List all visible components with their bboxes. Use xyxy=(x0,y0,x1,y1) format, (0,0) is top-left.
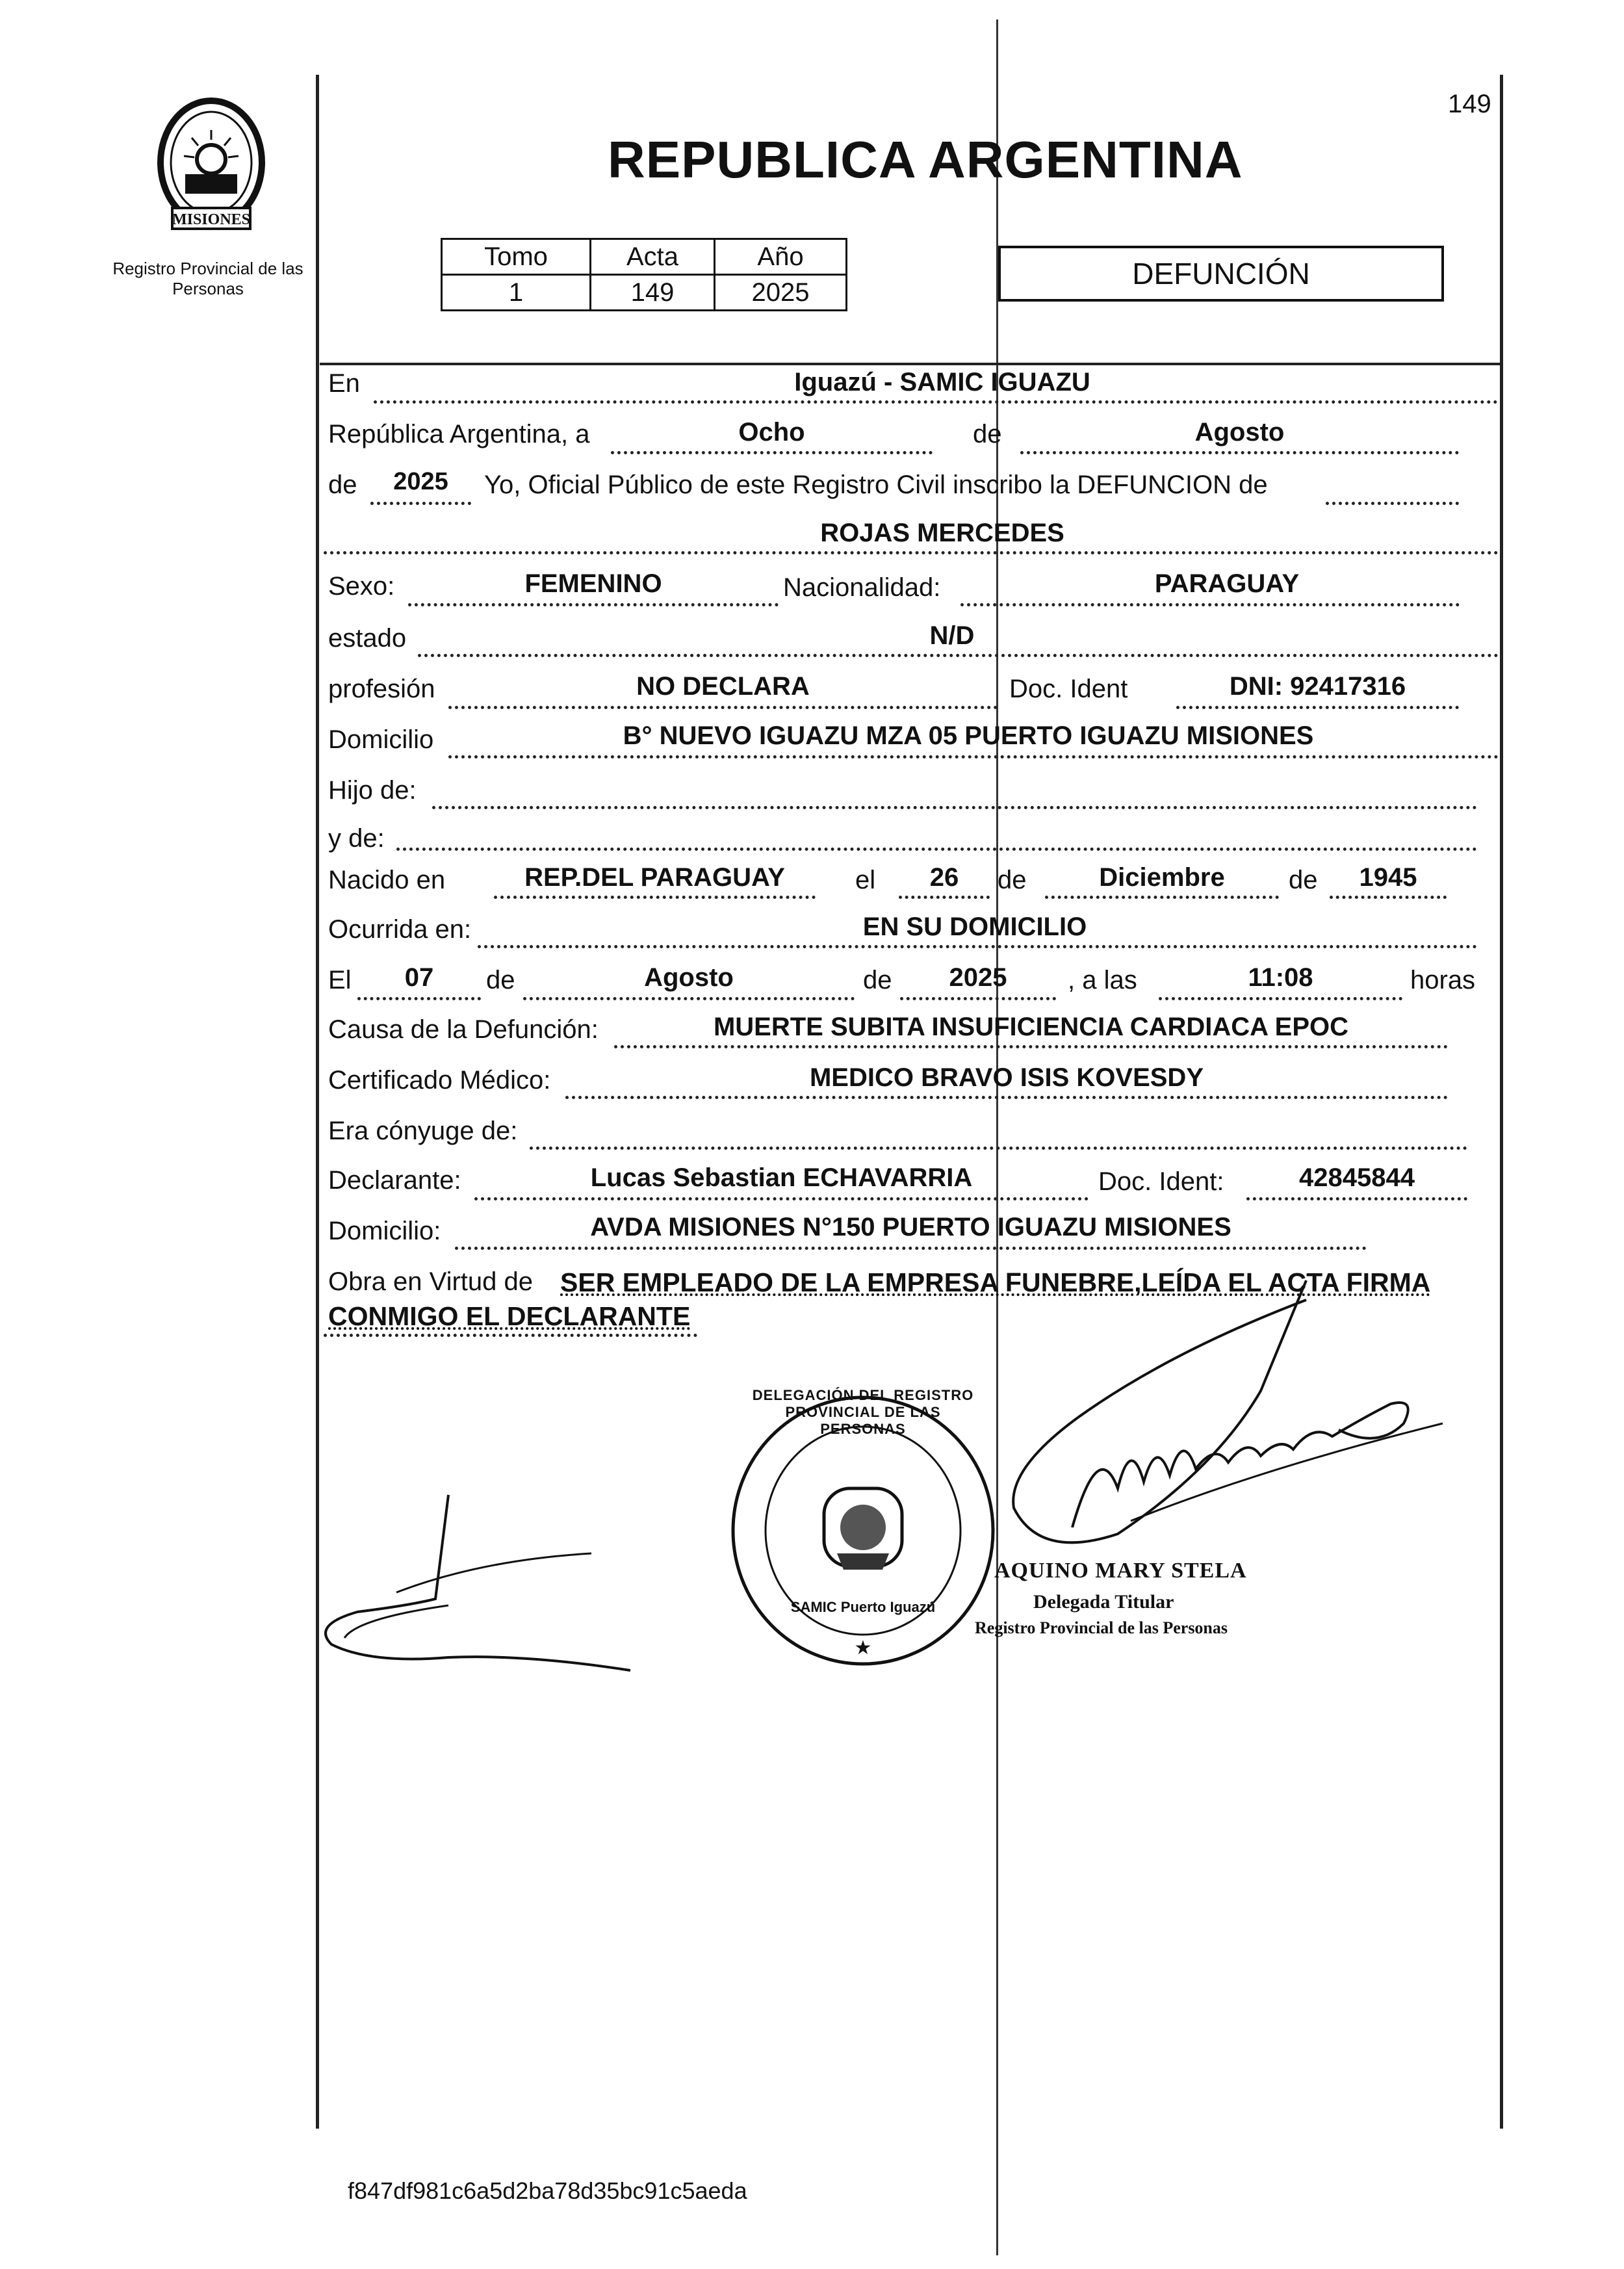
oficial-dotted-line xyxy=(1326,502,1459,505)
registry-name: Registro Provincial de las Personas xyxy=(112,259,303,299)
birth-month-dotted-line xyxy=(1045,896,1279,899)
hijo-dotted-line xyxy=(432,806,1477,809)
obra-dotted-line xyxy=(324,1334,697,1337)
nacido-label: Nacido en xyxy=(328,866,446,894)
declarante-value: Lucas Sebastian ECHAVARRIA xyxy=(590,1163,973,1192)
right-margin-rule xyxy=(1500,75,1503,2129)
profesion-label: profesión xyxy=(328,675,435,703)
center-fold-rule xyxy=(996,19,998,2255)
domicilio-label: Domicilio xyxy=(328,725,434,754)
doc-dotted-line xyxy=(1176,706,1459,709)
page-title: REPUBLICA ARGENTINA xyxy=(608,131,1243,188)
nacido-value: REP.DEL PARAGUAY xyxy=(524,863,785,892)
sexo-dotted-line xyxy=(408,603,779,606)
record-table-header-row xyxy=(442,239,847,275)
estado-dotted-line xyxy=(418,654,1499,657)
year-value: 2025 xyxy=(393,468,448,495)
death-day-dotted-line xyxy=(357,997,481,1000)
ocurrida-label: Ocurrida en: xyxy=(328,915,472,944)
conyuge-label: Era cónyuge de: xyxy=(328,1117,518,1145)
birth-de-label: de xyxy=(998,866,1027,894)
death-de2-label: de xyxy=(863,966,892,994)
svg-text:MISIONES: MISIONES xyxy=(172,211,251,228)
table-cell: 2025 xyxy=(715,275,847,311)
obra-label: Obra en Virtud de xyxy=(328,1267,534,1296)
province-seal-icon xyxy=(140,91,283,240)
certificado-label: Certificado Médico: xyxy=(328,1066,551,1095)
ocurrida-dotted-line xyxy=(478,945,1477,948)
birth-day-dotted-line xyxy=(899,896,990,899)
causa-label: Causa de la Defunción: xyxy=(328,1015,599,1044)
domicilio-dotted-line xyxy=(448,755,1499,758)
table-header-cell: Tomo xyxy=(442,239,591,275)
de-label: de xyxy=(973,420,1002,448)
de-year-label: de xyxy=(328,471,357,499)
nacionalidad-label: Nacionalidad: xyxy=(783,573,941,602)
stamp-inner-text: SAMIC Puerto Iguazú xyxy=(790,1599,936,1615)
row-divider xyxy=(320,363,1500,365)
oficial-text: Yo, Oficial Público de este Registro Civil inscribo la DEFUNCION de xyxy=(484,471,1268,499)
obra-line-1: SER EMPLEADO DE LA EMPRESA FUNEBRE,LEÍDA EL ACTA FIRMA xyxy=(560,1267,1431,1297)
official-name: AQUINO MARY STELA xyxy=(994,1559,1247,1583)
official-org: Registro Provincial de las Personas xyxy=(975,1618,1228,1637)
doc-value: DNI: 92417316 xyxy=(1229,672,1406,701)
doc2-value: 42845844 xyxy=(1299,1163,1415,1192)
official-role: Delegada Titular xyxy=(1033,1591,1174,1613)
birth-de2-label: de xyxy=(1289,866,1318,894)
document-hash: f847df981c6a5d2ba78d35bc91c5aeda xyxy=(348,2177,747,2204)
record-table-value-row xyxy=(442,275,847,311)
domicilio2-label: Domicilio: xyxy=(328,1217,441,1245)
nacido-dotted-line xyxy=(494,896,816,899)
sexo-label: Sexo: xyxy=(328,572,395,601)
table-cell: 1 xyxy=(442,275,591,311)
official-stamp xyxy=(727,1387,999,1670)
doc2-dotted-line xyxy=(1246,1197,1467,1200)
death-year-dotted-line xyxy=(900,997,1056,1000)
doc2-label: Doc. Ident: xyxy=(1098,1167,1224,1196)
sexo-value: FEMENINO xyxy=(524,569,662,598)
causa-dotted-line xyxy=(614,1045,1448,1048)
month-dotted-line xyxy=(1020,451,1459,454)
declarante-dotted-line xyxy=(474,1197,1089,1200)
declarant-signature-icon xyxy=(318,1488,643,1683)
certificado-value: MEDICO BRAVO ISIS KOVESDY xyxy=(809,1063,1204,1092)
month-value: Agosto xyxy=(1194,418,1285,447)
domicilio-value: B° NUEVO IGUAZU MZA 05 PUERTO IGUAZU MISIONES xyxy=(623,721,1314,750)
record-type-box: DEFUNCIÓN xyxy=(998,246,1444,302)
yde-label: y de: xyxy=(328,824,385,853)
death-year-value: 2025 xyxy=(949,963,1007,992)
nacionalidad-dotted-line xyxy=(960,603,1460,606)
en-label: En xyxy=(328,369,360,398)
deceased-name: ROJAS MERCEDES xyxy=(820,519,1064,547)
birth-year-value: 1945 xyxy=(1359,863,1417,892)
certificado-dotted-line xyxy=(565,1096,1448,1099)
ocurrida-value: EN SU DOMICILIO xyxy=(862,913,1087,941)
table-header-cell: Acta xyxy=(591,239,715,275)
causa-value: MUERTE SUBITA INSUFICIENCIA CARDIACA EPOC xyxy=(713,1013,1349,1041)
death-de-label: de xyxy=(486,966,515,994)
doc-label: Doc. Ident xyxy=(1009,675,1128,703)
domicilio2-dotted-line xyxy=(455,1247,1367,1250)
death-time-value: 11:08 xyxy=(1248,963,1313,992)
profesion-dotted-line xyxy=(448,706,998,709)
hijo-label: Hijo de: xyxy=(328,776,417,805)
el-label: el xyxy=(855,866,876,894)
domicilio2-value: AVDA MISIONES N°150 PUERTO IGUAZU MISIONES xyxy=(590,1213,1231,1241)
table-header-cell: Año xyxy=(715,239,847,275)
profesion-value: NO DECLARA xyxy=(636,672,810,701)
day-value: Ocho xyxy=(738,418,805,447)
death-day-value: 07 xyxy=(404,963,434,992)
estado-value: N/D xyxy=(929,621,975,650)
republica-label: República Argentina, a xyxy=(328,420,590,448)
alas-label: , a las xyxy=(1068,966,1137,994)
name-dotted-line xyxy=(324,551,1499,554)
yde-dotted-line xyxy=(396,848,1477,851)
svg-text:★: ★ xyxy=(854,1637,872,1659)
table-cell: 149 xyxy=(591,275,715,311)
horas-label: horas xyxy=(1410,966,1476,994)
place-dotted-line xyxy=(374,400,1498,404)
record-table xyxy=(441,238,847,311)
obra-line-2: CONMIGO EL DECLARANTE xyxy=(328,1301,691,1331)
estado-label: estado xyxy=(328,624,407,653)
page-number: 149 xyxy=(1448,90,1491,118)
death-month-dotted-line xyxy=(523,997,855,1000)
death-month-value: Agosto xyxy=(644,963,734,992)
birth-year-dotted-line xyxy=(1330,896,1447,899)
conyuge-dotted-line xyxy=(530,1147,1467,1150)
place-value: Iguazú - SAMIC IGUAZU xyxy=(794,368,1090,396)
birth-day-value: 26 xyxy=(929,863,959,892)
declarante-label: Declarante: xyxy=(328,1166,461,1195)
birth-month-value: Diciembre xyxy=(1099,863,1225,892)
time-dotted-line xyxy=(1159,997,1402,1000)
left-margin-rule xyxy=(316,75,319,2129)
El-label: El xyxy=(328,966,352,994)
nacionalidad-value: PARAGUAY xyxy=(1154,569,1300,598)
stamp-ring-text: DELEGACIÓN DEL REGISTRO PROVINCIAL DE LAS PERSONAS xyxy=(752,1387,974,1437)
day-dotted-line xyxy=(611,451,933,454)
official-signature-icon xyxy=(1001,1274,1456,1553)
year-dotted-line xyxy=(370,502,471,505)
